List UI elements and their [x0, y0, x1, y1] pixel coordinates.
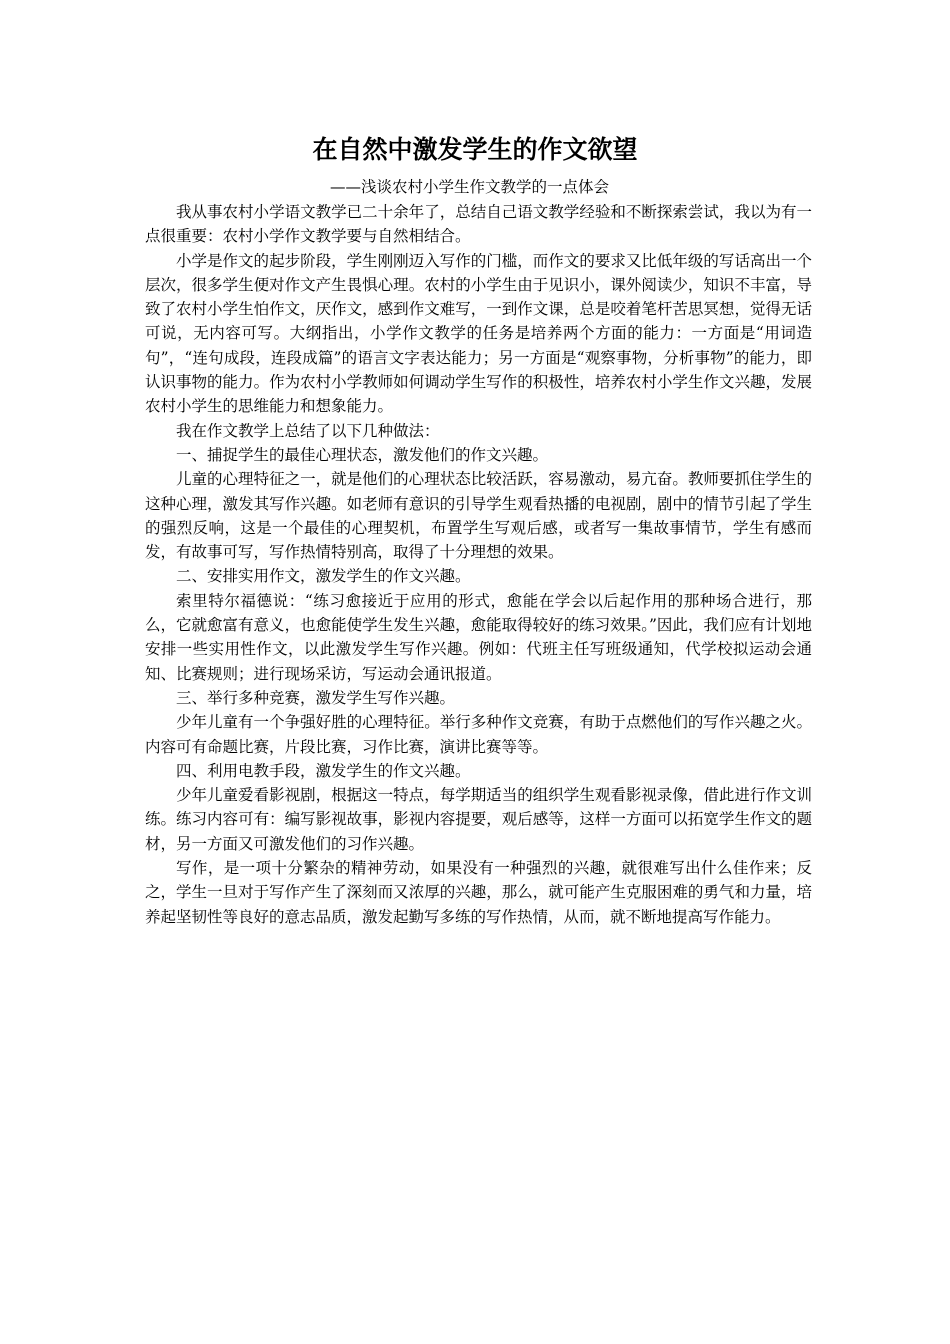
body-paragraph: 我从事农村小学语文教学已二十余年了，总结自己语文教学经验和不断探索尝试，我以为有一点很重要：农村小学作文教学要与自然相结合。	[145, 203, 812, 246]
body-paragraph: 儿童的心理特征之一，就是他们的心理状态比较活跃，容易激动，易亢奋。教师要抓住学生的这种心理，激发其写作兴趣。如老师有意识的引导学生观看热播的电视剧，剧中的情节引起了学生的强烈反响，这是一个最佳的心理契机，布置学生写观后感，或者写一集故事情节，学生有感而发，有故事可写，写作热情特别高，取得了十分理想的效果。	[145, 470, 812, 562]
body-paragraph: 小学是作文的起步阶段，学生刚刚迈入写作的门槛，而作文的要求又比低年级的写话高出一个层次，很多学生便对作文产生畏惧心理。农村的小学生由于见识小，课外阅读少，知识不丰富，导致了农村小学生怕作文，厌作文，感到作文难写，一到作文课，总是咬着笔杆苦思冥想，觉得无话可说，无内容可写。大纲指出，小学作文教学的任务是培养两个方面的能力：一方面是“用词造句”，“连句成段，连段成篇”的语言文字表达能力；另一方面是“观察事物，分析事物”的能力，即认识事物的能力。作为农村小学教师如何调动学生写作的积极性，培养农村小学生作文兴趣，发展农村小学生的思维能力和想象能力。	[145, 251, 812, 416]
body-paragraph: 索里特尔福德说：“练习愈接近于应用的形式，愈能在学会以后起作用的那种场合进行，那么，它就愈富有意义，也愈能使学生发生兴趣，愈能取得较好的练习效果。”因此，我们应有计划地安排一些实用性作文，以此激发学生写作兴趣。例如：代班主任写班级通知，代学校拟运动会通知、比赛规则；进行现场采访，写运动会通讯报道。	[145, 591, 812, 683]
document-body	[145, 200, 812, 929]
body-paragraph: 写作，是一项十分繁杂的精神劳动，如果没有一种强烈的兴趣，就很难写出什么佳作来；反之，学生一旦对于写作产生了深刻而又浓厚的兴趣，那么，就可能产生克服困难的勇气和力量，培养起坚韧性等良好的意志品质，激发起勤写多练的写作热情，从而，就不断地提高写作能力。	[145, 859, 812, 926]
body-paragraph: 少年儿童爱看影视剧，根据这一特点，每学期适当的组织学生观看影视录像，借此进行作文训练。练习内容可有：编写影视故事，影视内容提要，观后感等，这样一方面可以拓宽学生作文的题材，另一方面又可激发他们的习作兴趣。	[145, 786, 812, 853]
section-heading: 一、捕捉学生的最佳心理状态，激发他们的作文兴趣。	[176, 445, 549, 464]
section-heading: 三、举行多种竞赛，激发学生写作兴趣。	[176, 688, 456, 707]
section-heading: 二、安排实用作文，激发学生的作文兴趣。	[176, 567, 471, 586]
document-subtitle: ——浅谈农村小学生作文教学的一点体会	[330, 178, 610, 196]
body-paragraph: 少年儿童有一个争强好胜的心理特征。举行多种作文竞赛，有助于点燃他们的写作兴趣之火。内容可有命题比赛，片段比赛，习作比赛，演讲比赛等等。	[145, 713, 812, 756]
section-heading: 四、利用电教手段，激发学生的作文兴趣。	[176, 761, 471, 780]
body-paragraph: 我在作文教学上总结了以下几种做法：	[176, 421, 440, 440]
document-title: 在自然中激发学生的作文欲望	[312, 135, 638, 164]
